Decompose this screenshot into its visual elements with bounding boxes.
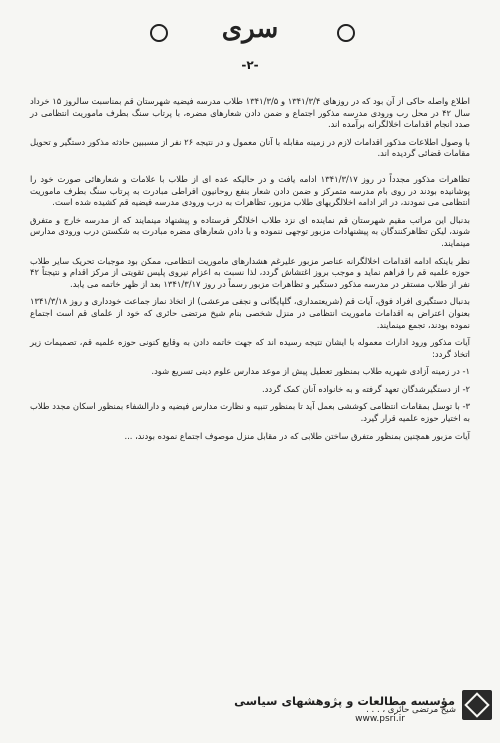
list-item: آیات مزبور همچنین بمنظور متفرق ساختن طلابی که در مقابل منزل موصوف اجتماع نموده بودند، ... [124, 430, 470, 441]
paragraph: بدنبال دستگیری افراد فوق، آیات قم (شریعتمداری، گلپایگانی و نجفی مرعشی) از اتخاذ نماز جماعت خودداری و روز ۱۳۴۱/۳/۱۸ بعنوان اعتراض به اقدامات ماموریت انتظامی در منزل شخصی بنام شیخ مرتضی حائری که خود از علمای قم است اجتماع نموده بودند، تجمع مینمایند. [30, 296, 470, 330]
paragraph: بدنبال این مراتب مقیم شهرستان قم نماینده ای نزد طلاب اخلالگر فرستاده و پیشنهاد مینمایند که از مدرسه خارج و متفرق شوند، لیکن تظاهرکنندگان به پیشنهادات مزبور توجهی ننموده و با دادن شعارهای مضره مبادرت به شکستن درب ورودی مدارس مینمایند. [30, 214, 470, 248]
paragraph: اطلاع واصله حاکی از آن بود که در روزهای ۱۳۴۱/۳/۴ و ۱۳۴۱/۳/۵ طلاب مدرسه فیضیه شهرستان قم بمناسبت سالروز ۱۵ خرداد سال ۴۲ در محل رب ورودی مدرسه مذکور اجتماع و ضمن دادن شعارهای مضره، با پرتاب سنگ بطرف ماموریت انتظامی در صدد انجام اقدامات اخلالگرانه برآمده اند. [30, 96, 470, 130]
paragraph: تظاهرات مذکور مجدداً در روز ۱۳۴۱/۳/۱۷ ادامه یافت و در حالیکه عده ای از طلاب با علامات و شعارهائی صورت خود را پوشانیده بودند در روی بام مدرسه متمرکز و ضمن دادن شعار بنفع روحانیون افراطی مبادرت به پرتاب سنگ بطرف ماموریت انتظامی می نمودند، در اثر ادامه اخلالگریهای طلاب مزبور، تظاهرات به درب ورودی مدرسه فیضیه قم کشیده شده است. [30, 173, 470, 208]
paragraph: آیات مذکور ورود ادارات معموله با ایشان نتیجه رسیده اند که جهت خاتمه دادن به وقایع کنونی حوزه علمیه قم، تصمیمات زیر اتخاذ گردد: [30, 337, 470, 359]
organization-logo-icon [462, 690, 492, 720]
website-url: www.psri.ir [355, 714, 405, 724]
classification-title: سری [221, 14, 279, 44]
list-item: ۲- از دستگیرشدگان تعهد گرفته و به خانواده آنان کمک گردد. [261, 383, 470, 394]
paragraph: با وصول اطلاعات مذکور اقدامات لازم در زمینه مقابله با آنان معمول و در نتیجه ۲۶ نفر از مسببین حادثه مذکور دستگیر و تحویل مقامات قضائی گردیده اند. [30, 136, 470, 159]
ornament-circle-icon [337, 24, 355, 42]
ornament-circle-icon [150, 24, 168, 42]
document-header [0, 14, 500, 54]
organization-name: مؤسسه مطالعات و پژوهشهای سیاسی [234, 694, 455, 708]
decision-list [30, 366, 470, 442]
list-item: ۱- در زمینه آزادی شهریه طلاب بمنظور تعطیل پیش از موعد مدارس علوم دینی تسریع شود. [151, 366, 470, 377]
footer-watermark [0, 690, 500, 743]
page-number: -۲- [241, 58, 259, 72]
signature-line: شیخ مرتضی حائری ، . . . [366, 705, 456, 715]
paragraph: نظر باینکه ادامه اقدامات اخلالگرانه عناصر مزبور علیرغم هشدارهای ماموریت انتظامی، ممکن بود موجبات تحریک سایر طلاب حوزه علمیه قم را فراهم نماید و موجب بروز اغتشاش گردد، لذا نسبت به اعزام نیروی پلیس تقویتی از مرکز اقدام و نتیجتاً ۴۲ نفر از طلاب مستقر در مدرسه مذکور دستگیر و تظاهرات مزبور رسماً در روز ۱۳۴۱/۳/۱۷ بعد از ظهر خاتمه می یابد. [30, 255, 470, 289]
document-body [30, 96, 470, 448]
list-item: ۳- با توسل بمقامات انتظامی کوششی بعمل آید تا بمنظور تنبیه و نظارت مدارس فیضیه و دارالشفاء بمنظور اسکان مجدد طلاب به اختیار حوزه علمیه قرار گیرد. [30, 401, 470, 424]
